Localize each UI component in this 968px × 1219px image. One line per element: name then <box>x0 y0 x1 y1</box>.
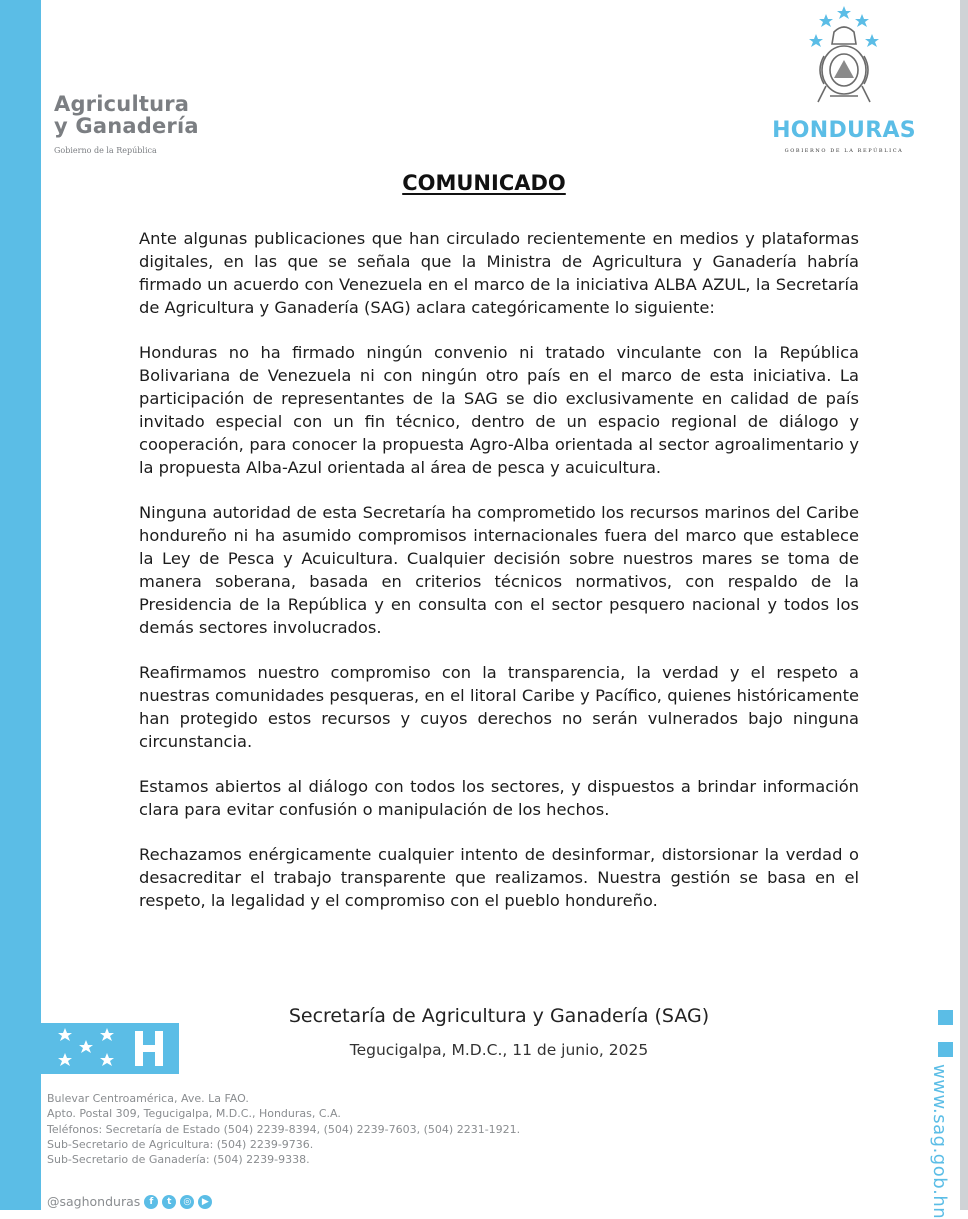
paragraph: Ninguna autoridad de esta Secretaría ha comprometido los recursos marinos del Caribe hondureño ni ha asumido compromisos internacionales fuera del marco que establece la Ley de Pesca y Acuicultura. Cualquier decisión sobre nuestros mares se toma de manera soberana, basada en criterios técnicos normativos, con respaldo de la Presidencia de la República y en consulta con el sector pesquero nacional y todos los demás sectores involucrados. <box>139 503 859 637</box>
sag-logo-line2: y Ganadería <box>54 114 199 138</box>
document-title: COMUNICADO <box>402 171 566 195</box>
instagram-icon[interactable]: ◎ <box>180 1195 194 1209</box>
paragraph: Estamos abiertos al diálogo con todos los sectores, y dispuestos a brindar información clara para evitar confusión o manipulación de los hechos. <box>139 777 859 819</box>
honduras-logo <box>764 4 924 154</box>
footer-address <box>47 1091 520 1167</box>
square-marker-icon <box>938 1010 953 1025</box>
address-line: Bulevar Centroamérica, Ave. La FAO. <box>47 1092 249 1105</box>
social-row <box>47 1194 212 1209</box>
square-marker-icon <box>938 1042 953 1057</box>
address-line: Sub-Secretario de Agricultura: (504) 2239-9736. <box>47 1137 314 1151</box>
honduras-subtitle: GOBIERNO DE LA REPÚBLICA <box>784 148 904 154</box>
place-date: Tegucigalpa, M.D.C., 11 de junio, 2025 <box>349 1041 649 1059</box>
document-body <box>139 227 859 934</box>
paragraph: Ante algunas publicaciones que han circulado recientemente en medios y plataformas digitales, en las que se señala que la Ministra de Agricultura y Ganadería habría firmado un acuerdo con Venezuela en el marco de la iniciativa ALBA AZUL, la Secretaría de Agricultura y Ganadería (SAG) aclara categóricamente lo siguiente: <box>139 229 859 317</box>
twitter-icon[interactable]: t <box>162 1195 176 1209</box>
coat-of-arms-icon <box>804 4 884 116</box>
flag-emblem <box>41 1023 179 1074</box>
youtube-icon[interactable]: ▶ <box>198 1195 212 1209</box>
flag-stars-h-icon <box>41 1023 179 1074</box>
sag-logo-subtitle: Gobierno de la República <box>54 146 157 155</box>
paragraph: Honduras no ha firmado ningún convenio ni tratado vinculante con la República Bolivariana de Venezuela ni con ningún otro país en el marco de esta iniciativa. La participación de representantes de la SAG se dio exclusivamente en calidad de país invitado especial con un fin técnico, dentro de un espacio regional de diálogo y cooperación, para conocer la propuesta Agro-Alba orientada al sector agroalimentario y la propuesta Alba-Azul orientada al área de pesca y acuicultura. <box>139 343 859 477</box>
paragraph: Rechazamos enérgicamente cualquier intento de desinformar, distorsionar la verdad o desacreditar el trabajo transparente que realizamos. Nuestra gestión se basa en el respeto, la legalidad y el compromiso con el pueblo hondureño. <box>139 845 859 910</box>
address-line: Apto. Postal 309, Tegucigalpa, M.D.C., Honduras, C.A. <box>47 1107 341 1121</box>
sag-logo-line1: Agricultura <box>54 92 190 116</box>
address-line: Sub-Secretario de Ganadería: (504) 2239-9338. <box>47 1153 310 1167</box>
honduras-wordmark: HONDURAS <box>772 118 916 143</box>
address-line: Teléfonos: Secretaría de Estado (504) 2239-8394, (504) 2239-7603, (504) 2231-1921. <box>47 1122 521 1136</box>
website-url[interactable]: www.sag.gob.hn <box>929 1064 950 1219</box>
sag-logo <box>54 93 199 155</box>
facebook-icon[interactable]: f <box>144 1195 158 1209</box>
paragraph: Reafirmamos nuestro compromiso con la transparencia, la verdad y el respeto a nuestras comunidades pesqueras, en el litoral Caribe y Pacífico, quienes históricamente han protegido estos recursos y cuyos derechos no serán vulnerados bajo ninguna circunstancia. <box>139 663 859 751</box>
social-handle[interactable]: @saghonduras <box>47 1194 141 1209</box>
signature-line: Secretaría de Agricultura y Ganadería (SAG) <box>288 1005 710 1027</box>
